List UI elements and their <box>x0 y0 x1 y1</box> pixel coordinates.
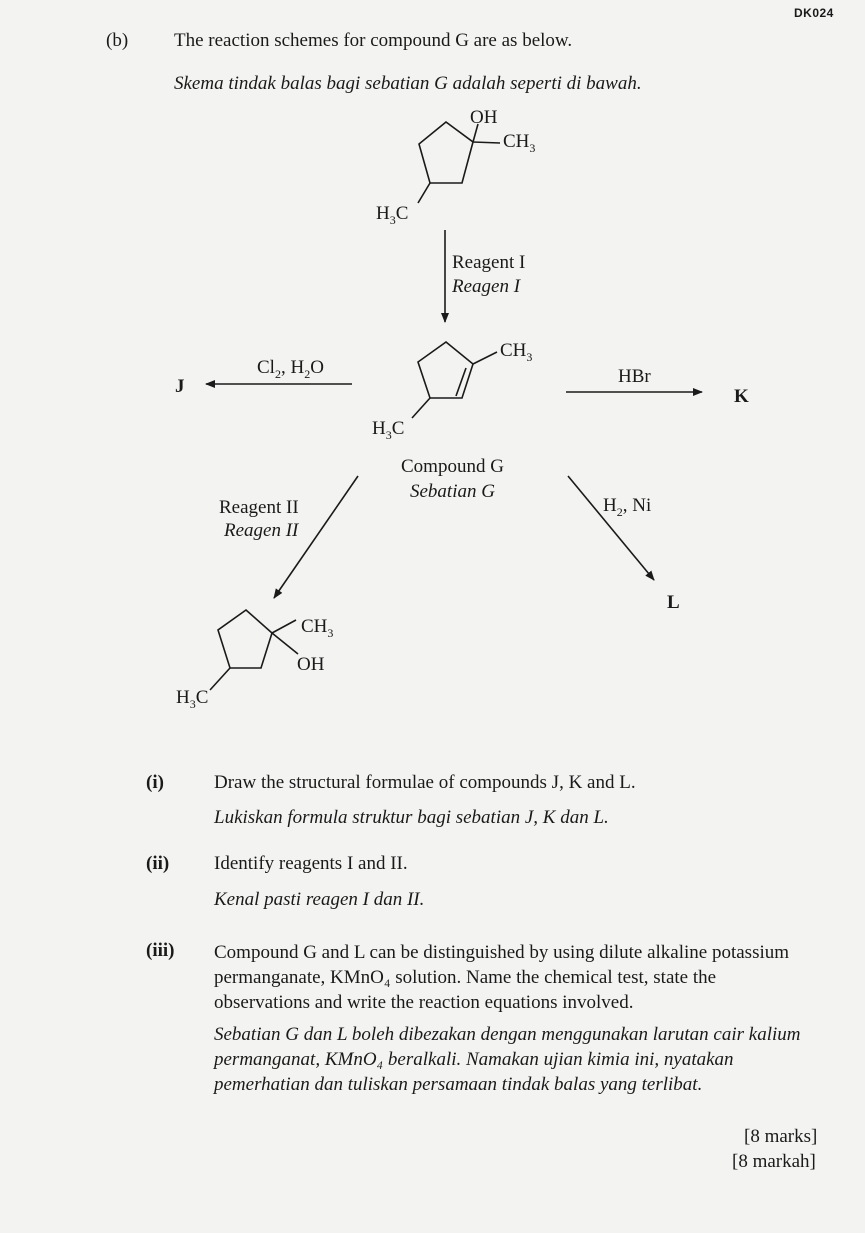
g-h3c-label: $H_3C$ <box>372 418 405 442</box>
compound-g-name-english: Compound G <box>401 456 504 477</box>
part-label: (b) <box>106 30 129 51</box>
product-j-label: J <box>175 376 185 397</box>
cl2-water-reagent: $Cl_2$, $H_2O$ <box>257 357 324 381</box>
bottom-cyclopentane-ring <box>218 610 272 668</box>
reagent-i-malay: Reagen I <box>452 276 521 297</box>
question-i-number: (i) <box>146 772 164 793</box>
compound-g-h3c-bond <box>412 398 430 418</box>
product-l-label: L <box>667 592 680 613</box>
product-k-label: K <box>734 386 749 407</box>
top-ch3-label: $CH_3$ <box>503 131 536 155</box>
bottom-h3c-bond <box>210 668 230 690</box>
bottom-ch3-bond <box>272 620 296 633</box>
bottom-ch3-label: $CH_3$ <box>301 616 334 640</box>
reagent-ii-malay: Reagen II <box>224 520 299 541</box>
bottom-oh-label: OH <box>297 654 325 675</box>
page-code: DK024 <box>794 6 834 20</box>
question-iii-english: Compound G and L can be distinguished by using dilute alkaline potassium permanganate, KMnO₄ solution. Name the chemical test, state the observations and write the reaction equations involved. <box>214 942 790 1013</box>
question-ii-english: Identify reagents I and II. <box>214 853 408 874</box>
question-iii-number: (iii) <box>146 940 175 961</box>
top-ch3-bond <box>473 142 500 143</box>
reagent-ii-english: Reagent II <box>219 497 299 518</box>
compound-g-name-malay: Sebatian G <box>410 481 495 502</box>
question-i-malay: Lukiskan formula struktur bagi sebatian J, K dan L. <box>214 807 609 828</box>
top-h3c-bond <box>418 183 430 203</box>
compound-g-ch3-bond <box>473 352 497 364</box>
bottom-h3c-label: $H_3C$ <box>176 687 209 711</box>
hbr-reagent: HBr <box>618 366 651 387</box>
intro-english: The reaction schemes for compound G are as below. <box>174 30 573 51</box>
hydrogenation-arrow <box>568 476 654 580</box>
question-i-english: Draw the structural formulae of compounds J, K and L. <box>214 772 636 793</box>
marks-malay: [8 markah] <box>732 1151 816 1172</box>
h2-ni-reagent: $H_2$, Ni <box>603 495 652 519</box>
intro-malay: Skema tindak balas bagi sebatian G adalah seperti di bawah. <box>174 73 642 94</box>
top-cyclopentane-ring <box>419 122 473 183</box>
bottom-oh-bond <box>272 633 298 654</box>
g-ch3-label: $CH_3$ <box>500 340 533 364</box>
question-ii-number: (ii) <box>146 853 170 874</box>
top-h3c-label: $H_3C$ <box>376 203 409 227</box>
marks-english: [8 marks] <box>744 1126 818 1147</box>
top-oh-label: OH <box>470 107 498 128</box>
reagent-i-english: Reagent I <box>452 252 526 273</box>
question-ii-malay: Kenal pasti reagen I dan II. <box>214 889 425 910</box>
question-iii-malay: Sebatian G dan L boleh dibezakan dengan menggunakan larutan cair kalium permanganat, KMnO₄ beralkali. Namakan ujian kimia ini, nyatakan pemerhatian dan tuliskan persamaan tindak balas yang terlibat. <box>214 1024 801 1095</box>
